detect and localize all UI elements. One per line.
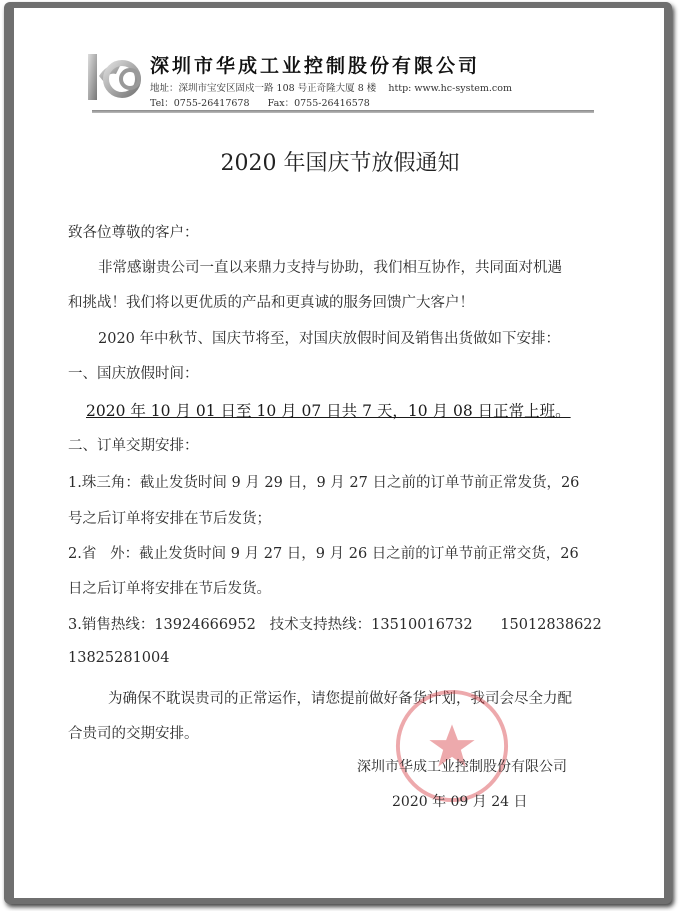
- company-seal-stamp: [393, 687, 511, 805]
- closing-line-2: 合贵司的交期安排。: [68, 726, 199, 742]
- holiday-period: 2020 年 10 月 01 日至 10 月 07 日共 7 天，10 月 08 日正常上班。: [86, 402, 571, 420]
- paragraph-2: 2020 年中秋节、国庆节将至，对国庆放假时间及销售出货做如下安排：: [98, 331, 561, 347]
- company-logo: [86, 52, 142, 102]
- section-2-heading: 二、订单交期安排：: [68, 438, 199, 454]
- closing-line-1: 为确保不耽误贵司的正常运作，请您提前做好备货计划，我司会尽全力配: [108, 691, 572, 707]
- greeting: 致各位尊敬的客户：: [68, 225, 199, 241]
- item-2-line-2: 日之后订单将安排在节后发货。: [68, 581, 271, 597]
- signature-company: 深圳市华成工业控制股份有限公司: [357, 759, 567, 775]
- item-2-line-1: 2.省 外：截止发货时间 9 月 27 日，9 月 26 日之前的订单节前正常交货，26: [68, 546, 579, 562]
- letterhead-address: 地址：深圳市宝安区固戍一路 108 号正奇隆大厦 8 楼 http: www.hc-system.com: [150, 83, 512, 94]
- letterhead-divider: [92, 110, 594, 113]
- paragraph-1-line-1: 非常感谢贵公司一直以来鼎力支持与协助，我们相互协作，共同面对机遇: [98, 260, 562, 276]
- signature-date: 2020 年 09 月 24 日: [392, 794, 528, 810]
- document-title: 2020 年国庆节放假通知: [220, 151, 460, 176]
- section-1-heading: 一、国庆放假时间：: [68, 366, 199, 382]
- item-3-line-2: 13825281004: [68, 650, 170, 666]
- letterhead-phone-fax: Tel：0755-26417678 Fax：0755-26416578: [150, 98, 370, 109]
- item-1-line-1: 1.珠三角：截止发货时间 9 月 29 日，9 月 27 日之前的订单节前正常发货，26: [68, 475, 580, 491]
- letterhead-company-name: 深圳市华成工业控制股份有限公司: [150, 55, 481, 77]
- item-1-line-2: 号之后订单将安排在节后发货；: [68, 511, 271, 527]
- item-3-line-1: 3.销售热线：13924666952 技术支持热线：13510016732 15012838622: [68, 617, 602, 633]
- paragraph-1-line-2: 和挑战！我们将以更优质的产品和更真诚的服务回馈广大客户！: [68, 295, 474, 311]
